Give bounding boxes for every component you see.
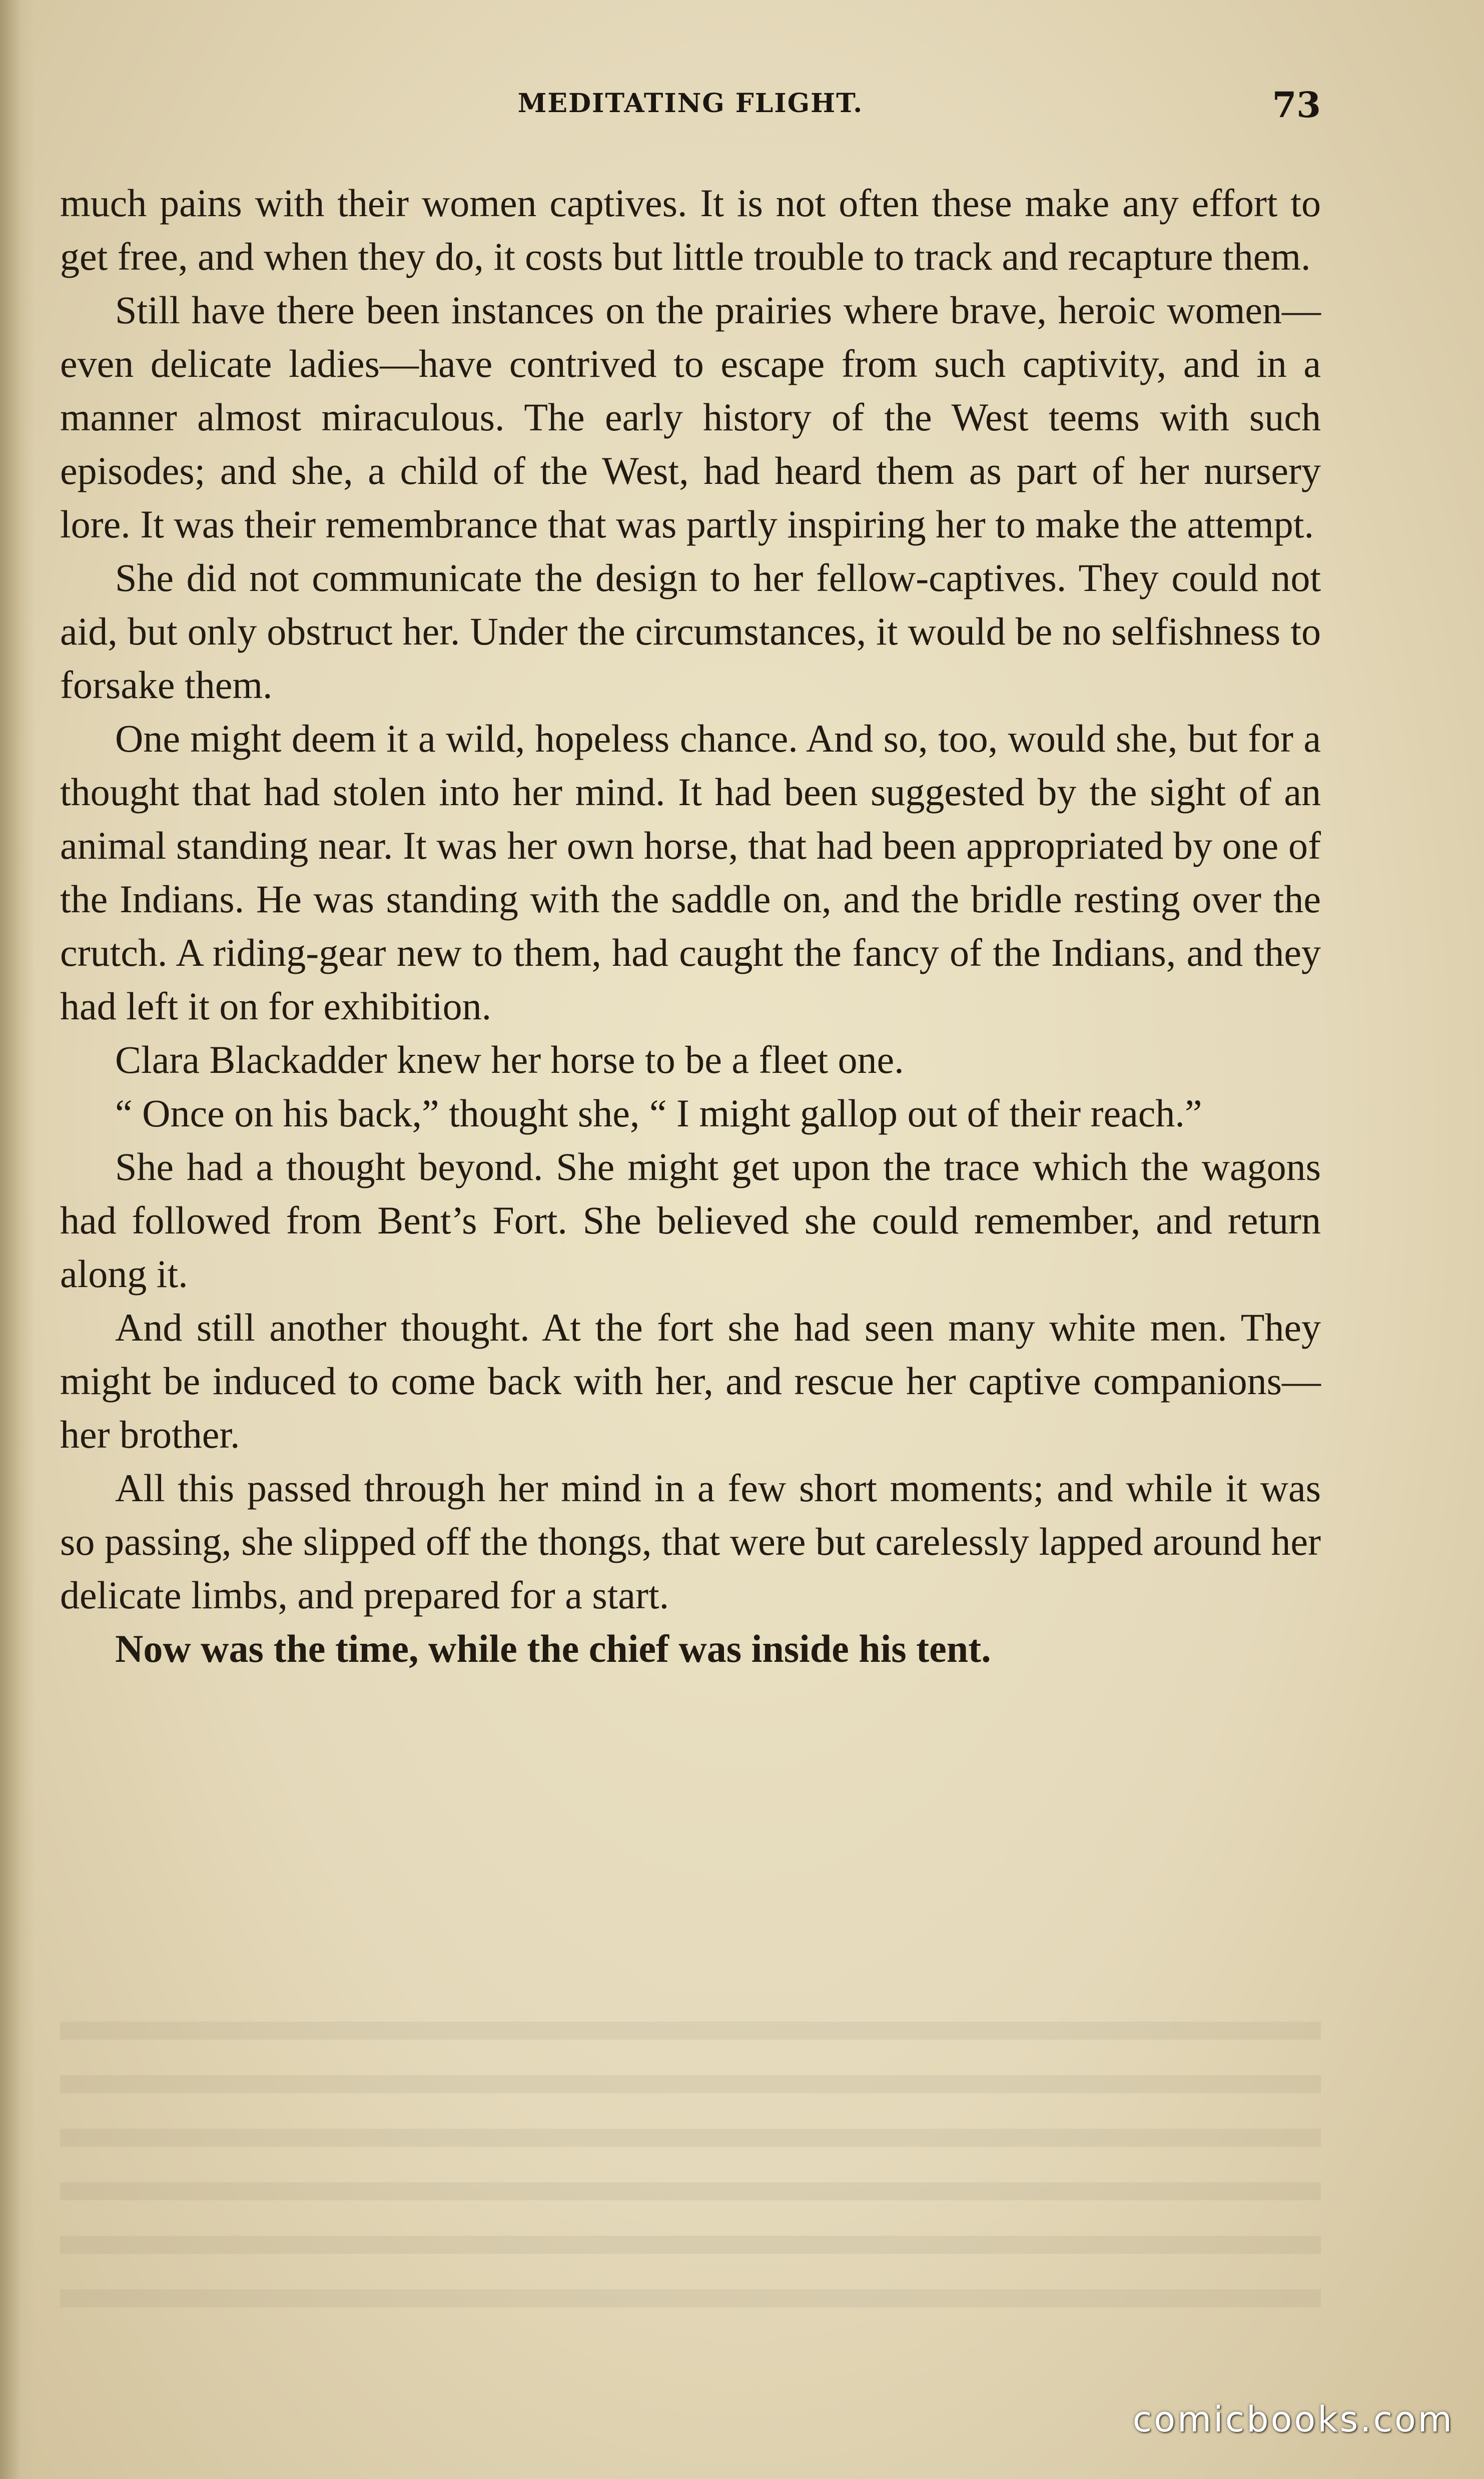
running-title: MEDITATING FLIGHT. — [517, 88, 864, 119]
paragraph: “ Once on his back,” thought she, “ I might gallop out of their reach.” — [115, 1091, 1202, 1135]
body-text — [60, 176, 1321, 1675]
paragraph: All this passed through her mind in a few short moments; and while it was so passing, she slipped off the thongs, that were but carelessly lapped around her delicate limbs, and prepared for a start. — [60, 1466, 1321, 1617]
paragraph: Still have there been instances on the prairies where brave, heroic women—even delicate ladies—have contrived to escape from such captivity, and in a manner almost miraculous. The early history of the West teems with such episodes; and she, a child of the West, had heard them as part of her nursery lore. It was their remembrance that was partly inspiring her to make the attempt. — [60, 288, 1321, 546]
paragraph: She did not communicate the design to her fellow-captives. They could not aid, but only obstruct her. Under the circumstances, it would be no selfishness to forsake them. — [60, 556, 1321, 707]
page-number: 73 — [1272, 84, 1321, 126]
page-gutter-shadow — [0, 0, 35, 2479]
paragraph: And still another thought. At the fort she had seen many white men. They might be induced to come back with her, and rescue her captive companions—her brother. — [60, 1306, 1321, 1456]
watermark: comicbooks.com — [1132, 2399, 1454, 2440]
paragraph: One might deem it a wild, hopeless chance. And so, too, would she, but for a thought that had stolen into her mind. It had been suggested by the sight of an animal standing near. It was her own horse, that had been appropriated by one of the Indians. He was standing with the saddle on, and the bridle resting over the crutch. A riding-gear new to them, had caught the fancy of the Indians, and they had left it on for exhibition. — [60, 717, 1321, 1028]
paragraph: She had a thought beyond. She might get upon the trace which the wagons had followed from Bent’s Fort. She believed she could remember, and return along it. — [60, 1145, 1321, 1296]
paragraph: much pains with their women captives. It is not often these make any effort to get free, and when they do, it costs but little trouble to track and recapture them. — [60, 181, 1321, 278]
paragraph: Clara Blackadder knew her horse to be a fleet one. — [115, 1038, 904, 1081]
show-through-text — [60, 1992, 1321, 2332]
paragraph: Now was the time, while the chief was inside his tent. — [115, 1627, 991, 1670]
running-head — [60, 84, 1321, 134]
